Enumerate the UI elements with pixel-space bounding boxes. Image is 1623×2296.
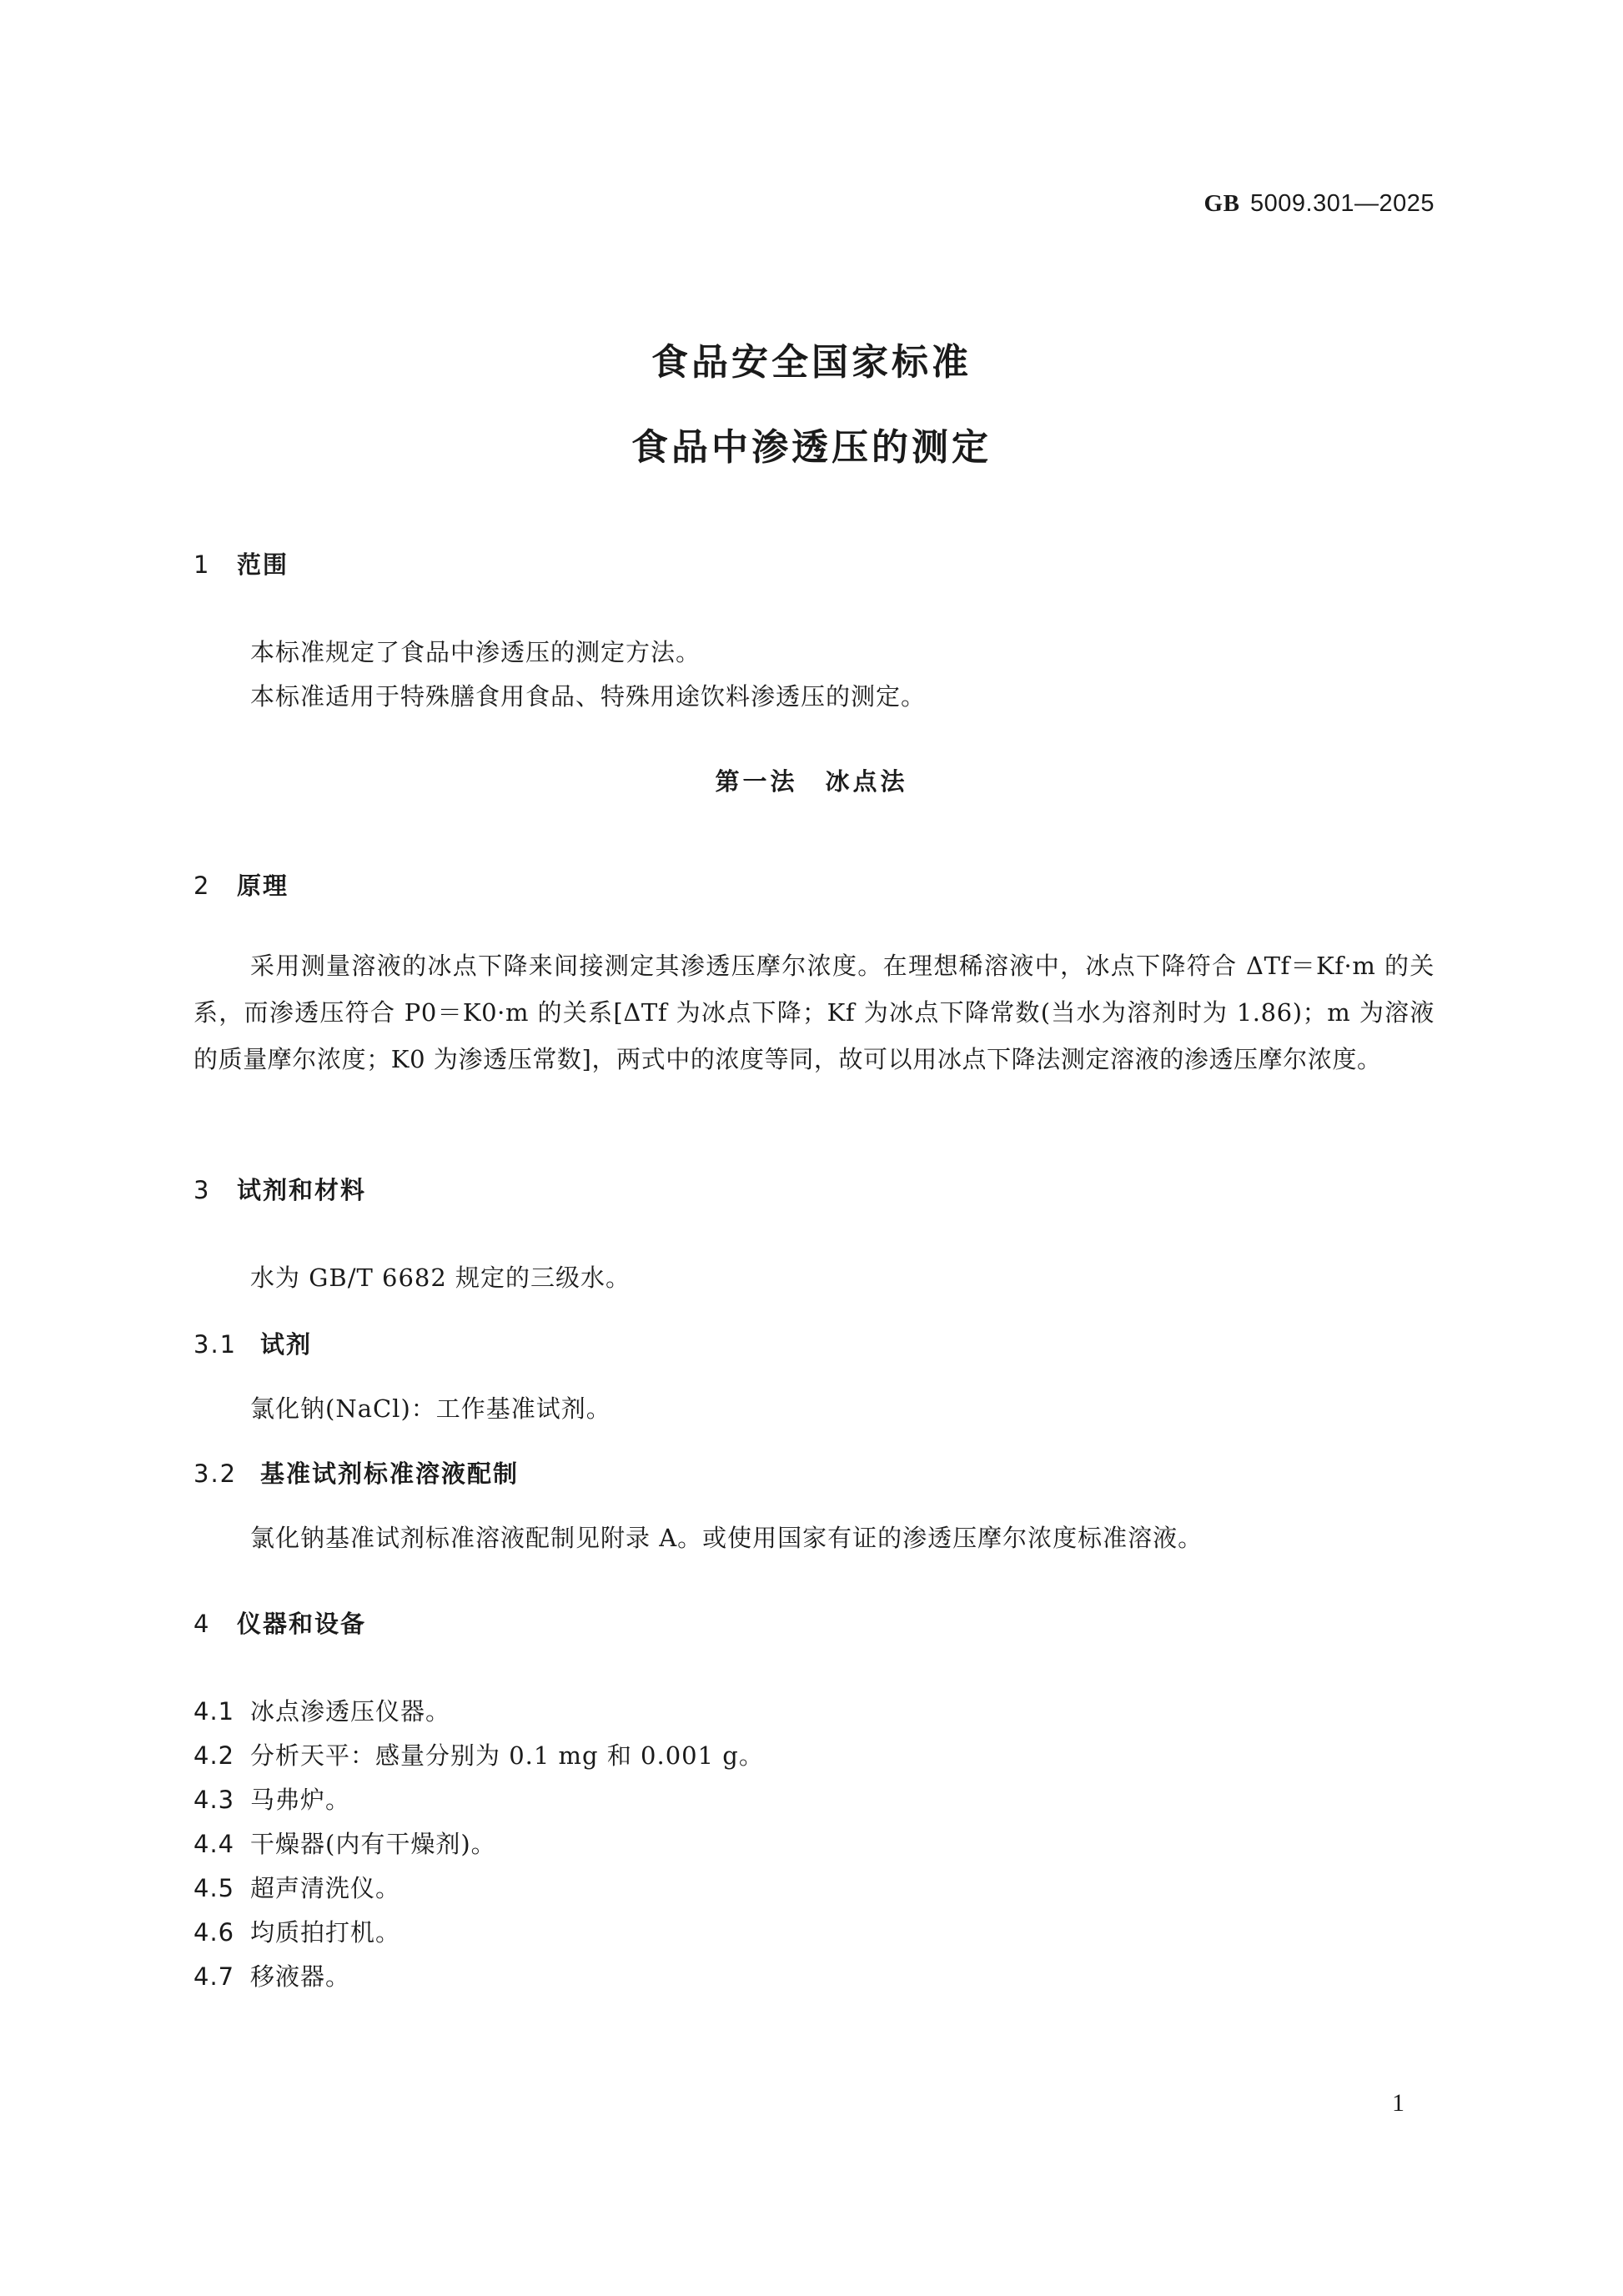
section-title: 仪器和设备 xyxy=(237,1610,367,1638)
method-heading: 第一法 冰点法 xyxy=(715,767,908,796)
section-3-heading xyxy=(193,1172,366,1206)
subsection-title: 试剂 xyxy=(260,1330,313,1359)
subsection-number: 3.2 xyxy=(193,1459,238,1488)
item-text: 均质拍打机。 xyxy=(250,1918,401,1947)
water-paragraph: 水为 GB/T 6682 规定的三级水。 xyxy=(250,1264,631,1292)
equipment-item xyxy=(193,1870,400,1904)
section-title: 范围 xyxy=(237,550,289,579)
scope-paragraph-2: 本标准适用于特殊膳食用食品、特殊用途饮料渗透压的测定。 xyxy=(250,682,927,711)
equipment-item xyxy=(193,1693,450,1727)
item-number: 4.3 xyxy=(193,1786,235,1814)
subsection-number: 3.1 xyxy=(193,1330,238,1359)
section-title: 原理 xyxy=(237,872,289,900)
subsection-title: 基准试剂标准溶液配制 xyxy=(260,1459,520,1488)
section-title: 试剂和材料 xyxy=(237,1176,367,1204)
equipment-item xyxy=(193,1781,350,1816)
scope-paragraph-1: 本标准规定了食品中渗透压的测定方法。 xyxy=(250,638,701,666)
item-text: 冰点渗透压仪器。 xyxy=(250,1697,451,1726)
section-number: 3 xyxy=(193,1176,211,1204)
item-text: 分析天平：感量分别为 0.1 mg 和 0.001 g。 xyxy=(250,1741,764,1770)
equipment-item xyxy=(193,1914,400,1948)
standard-prefix: GB xyxy=(1203,190,1240,217)
section-3-1-heading xyxy=(193,1326,312,1360)
item-number: 4.1 xyxy=(193,1697,235,1726)
section-1-heading xyxy=(193,546,289,580)
item-text: 超声清洗仪。 xyxy=(250,1874,401,1902)
section-4-heading xyxy=(193,1605,366,1640)
item-text: 马弗炉。 xyxy=(250,1786,351,1814)
section-number: 2 xyxy=(193,872,211,900)
page-number: 1 xyxy=(1392,2089,1404,2117)
item-number: 4.2 xyxy=(193,1741,235,1770)
equipment-item xyxy=(193,1826,496,1860)
equipment-item xyxy=(193,1737,764,1771)
item-number: 4.7 xyxy=(193,1962,235,1991)
section-number: 4 xyxy=(193,1610,211,1638)
item-text: 移液器。 xyxy=(250,1962,351,1991)
standard-solution-paragraph: 氯化钠基准试剂标准溶液配制见附录 A。或使用国家有证的渗透压摩尔浓度标准溶液。 xyxy=(250,1524,1203,1552)
item-number: 4.6 xyxy=(193,1918,235,1947)
section-3-2-heading xyxy=(193,1455,519,1490)
reagent-paragraph: 氯化钠(NaCl)：工作基准试剂。 xyxy=(250,1394,611,1423)
document-title-line1: 食品安全国家标准 xyxy=(651,341,972,384)
equipment-item xyxy=(193,1958,350,1992)
document-title-line2: 食品中渗透压的测定 xyxy=(631,426,992,469)
item-number: 4.5 xyxy=(193,1874,235,1902)
section-2-heading xyxy=(193,867,289,902)
standard-code xyxy=(1204,190,1435,218)
item-text: 干燥器(内有干燥剂)。 xyxy=(250,1830,496,1858)
item-number: 4.4 xyxy=(193,1830,235,1858)
standard-number: 5009.301—2025 xyxy=(1250,190,1435,217)
principle-paragraph: 采用测量溶液的冰点下降来间接测定其渗透压摩尔浓度。在理想稀溶液中，冰点下降符合 ΔTf＝Kf·m 的关系，而渗透压符合 P0＝K0·m 的关系[ΔTf 为冰点下降；Kf 为冰点下降常数(当水为溶剂时为 1.86)；m 为溶液的质量摩尔浓度；K0 为渗透压常数]，两式中的浓度等同，故可以用冰点下降法测定溶液的渗透压摩尔浓度。 xyxy=(193,952,1435,1073)
section-number: 1 xyxy=(193,550,211,579)
